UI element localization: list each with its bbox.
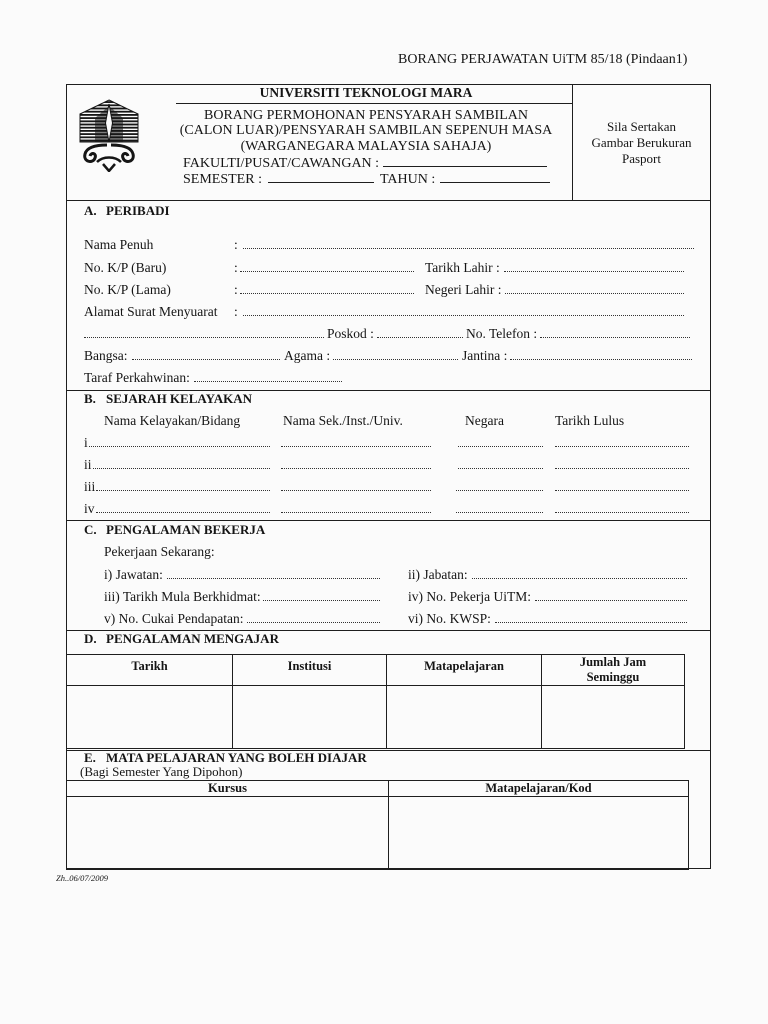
photo-note-line-1: Sila Sertakan [607, 119, 676, 134]
qualification-row-2 [84, 457, 270, 472]
section-b-letter: B. [84, 391, 96, 406]
faculty-label: FAKULTI/PUSAT/CAWANGAN : [183, 156, 380, 171]
postcode-label: Poskod : [327, 326, 374, 341]
institution-fill-line [281, 437, 431, 447]
institution-fill-line [281, 503, 431, 513]
institution-cell [281, 501, 431, 516]
graduation-date-cell [555, 457, 689, 472]
photo-note-line-3: Pasport [622, 151, 661, 166]
subject-cell [387, 686, 542, 749]
section-c-letter: C. [84, 522, 97, 537]
teaching-experience-table [66, 654, 685, 749]
section-a-title: PERIBADI [106, 203, 170, 218]
position-field [104, 567, 380, 582]
phone-fill-line [540, 328, 690, 338]
staff-number-label: iv) No. Pekerja UiTM: [408, 589, 531, 604]
state-of-birth-field [425, 282, 684, 297]
address-fill-line-1 [243, 306, 684, 316]
qualification-fill-line [96, 503, 270, 513]
current-job-subtitle: Pekerjaan Sekarang: [104, 544, 215, 559]
start-date-label: iii) Tarikh Mula Berkhidmat: [104, 589, 261, 604]
graduation-date-cell [555, 501, 689, 516]
race-fill-line [132, 350, 281, 360]
epf-number-field [408, 611, 687, 626]
institution-cell [281, 457, 431, 472]
date-of-birth-fill-line [504, 262, 684, 272]
country-cell [458, 457, 543, 472]
row-number: i [84, 435, 88, 450]
qualification-fill-line [89, 437, 270, 447]
semester-label: SEMESTER : [183, 172, 262, 187]
institution-cell [281, 479, 431, 494]
gender-field [462, 348, 692, 363]
university-name: UNIVERSITI TEKNOLOGI MARA [259, 85, 473, 100]
epf-number-label: vi) No. KWSP: [408, 611, 491, 626]
qualification-fill-line [93, 459, 270, 469]
section-d-title: PENGALAMAN MENGAJAR [106, 631, 279, 646]
address-label: Alamat Surat Menyuarat [84, 304, 218, 319]
date-cell [67, 686, 233, 749]
ic-new-label: No. K/P (Baru) [84, 260, 167, 275]
address-field [234, 304, 684, 319]
section-c-title: PENGALAMAN BEKERJA [106, 522, 266, 537]
full-name-fill-line [243, 239, 694, 249]
date-column-header: Tarikh [67, 655, 233, 686]
marital-status-fill-line [194, 372, 342, 382]
race-field [84, 348, 280, 363]
semester-year-field [183, 171, 550, 187]
graduation-date-fill-line [555, 481, 689, 491]
form-title-line-2: (CALON LUAR)/PENSYARAH SAMBILAN SEPENUH MASA [179, 123, 553, 138]
country-cell [458, 435, 543, 450]
photo-note-line-2: Gambar Berukuran [591, 135, 692, 150]
ic-old-fill-line [240, 284, 414, 294]
phone-label: No. Telefon : [466, 326, 538, 341]
institution-cell [281, 435, 431, 450]
section-b-title: SEJARAH KELAYAKAN [106, 391, 253, 406]
postcode-field [327, 326, 463, 341]
address-field-2 [84, 326, 324, 341]
semester-blank [268, 171, 374, 183]
date-of-birth-label: Tarikh Lahir : [425, 260, 500, 275]
colon: : [234, 282, 238, 297]
qualification-row-4 [84, 501, 270, 516]
section-b-divider [66, 520, 711, 521]
header-divider [66, 200, 711, 201]
weekly-hours-header-text: Jumlah Jam Seminggu [579, 655, 647, 684]
form-code: BORANG PERJAWATAN UiTM 85/18 (Pindaan1) [398, 52, 688, 67]
date-of-birth-field [425, 260, 684, 275]
staff-number-field [408, 589, 687, 604]
tax-number-fill-line [247, 613, 380, 623]
colon: : [234, 237, 238, 252]
year-label: TAHUN : [379, 172, 436, 187]
full-name-label: Nama Penuh [84, 237, 154, 252]
section-e-note: (Bagi Semester Yang Dipohon) [80, 764, 243, 779]
ic-old-label: No. K/P (Lama) [84, 282, 171, 297]
table-header-row [67, 781, 689, 797]
section-a-letter: A. [84, 203, 97, 218]
graduation-date-fill-line [555, 459, 689, 469]
country-column-header: Negara [465, 413, 504, 428]
institution-fill-line [281, 459, 431, 469]
graduation-date-column-header: Tarikh Lulus [555, 413, 625, 428]
address-fill-line-2 [84, 328, 324, 338]
position-label: i) Jawatan: [104, 567, 163, 582]
department-label: ii) Jabatan: [408, 567, 468, 582]
graduation-date-fill-line [555, 437, 689, 447]
qualification-row-1 [84, 435, 270, 450]
graduation-date-cell [555, 479, 689, 494]
course-column-header: Kursus [67, 781, 389, 797]
faculty-blank [383, 155, 547, 167]
graduation-date-cell [555, 435, 689, 450]
staff-number-fill-line [535, 591, 687, 601]
epf-number-fill-line [495, 613, 687, 623]
full-name-field [234, 237, 694, 252]
marital-status-label: Taraf Perkahwinan: [84, 370, 190, 385]
table-header-row [67, 655, 685, 686]
title-underline [176, 103, 572, 104]
department-fill-line [472, 569, 687, 579]
country-cell [456, 479, 543, 494]
graduation-date-fill-line [555, 503, 689, 513]
colon: : [234, 304, 238, 319]
ic-old-field [234, 282, 414, 297]
row-number: iv [84, 501, 95, 516]
position-fill-line [167, 569, 380, 579]
religion-field [284, 348, 458, 363]
row-number: ii [84, 457, 92, 472]
start-date-fill-line [263, 591, 380, 601]
qualification-row-3 [84, 479, 270, 494]
qualification-column-header: Nama Kelayakan/Bidang [104, 413, 241, 428]
start-date-field [104, 589, 380, 604]
table-row [67, 686, 685, 749]
institution-column-header: Institusi [233, 655, 387, 686]
phone-field [466, 326, 690, 341]
ic-new-fill-line [240, 262, 414, 272]
colon: : [234, 260, 238, 275]
department-field [408, 567, 687, 582]
institution-cell [233, 686, 387, 749]
religion-fill-line [333, 350, 458, 360]
country-fill-line [456, 503, 543, 513]
country-cell [456, 501, 543, 516]
section-e-title: MATA PELAJARAN YANG BOLEH DIAJAR [106, 750, 367, 765]
section-d-letter: D. [84, 631, 97, 646]
table-row [67, 797, 689, 870]
subject-code-column-header: Matapelajaran/Kod [389, 781, 689, 797]
form-title-line-3: (WARGANEGARA MALAYSIA SAHAJA) [240, 139, 492, 154]
tax-number-field [104, 611, 380, 626]
uitm-logo-icon [77, 98, 141, 172]
state-of-birth-fill-line [505, 284, 684, 294]
gender-label: Jantina : [462, 348, 508, 363]
country-fill-line [458, 437, 543, 447]
marital-status-field [84, 370, 342, 385]
institution-fill-line [281, 481, 431, 491]
section-e-letter: E. [84, 750, 96, 765]
institution-column-header: Nama Sek./Inst./Univ. [283, 413, 403, 428]
gender-fill-line [510, 350, 692, 360]
religion-label: Agama : [284, 348, 331, 363]
form-title-line-1: BORANG PERMOHONAN PENSYARAH SAMBILAN [204, 108, 528, 123]
state-of-birth-label: Negeri Lahir : [425, 282, 502, 297]
race-label: Bangsa: [84, 348, 128, 363]
postcode-fill-line [377, 328, 463, 338]
weekly-hours-cell [542, 686, 685, 749]
course-cell [67, 797, 389, 870]
year-blank [440, 171, 550, 183]
tax-number-label: v) No. Cukai Pendapatan: [104, 611, 244, 626]
row-number: iii [84, 479, 96, 494]
teachable-subjects-table [66, 780, 689, 870]
ic-new-field [234, 260, 414, 275]
faculty-field [183, 155, 547, 171]
subject-code-cell [389, 797, 689, 870]
weekly-hours-column-header [542, 655, 685, 686]
qualification-fill-line [96, 481, 270, 491]
subject-column-header: Matapelajaran [387, 655, 542, 686]
country-fill-line [456, 481, 543, 491]
revision-date: Zh..06/07/2009 [56, 873, 108, 883]
country-fill-line [458, 459, 543, 469]
